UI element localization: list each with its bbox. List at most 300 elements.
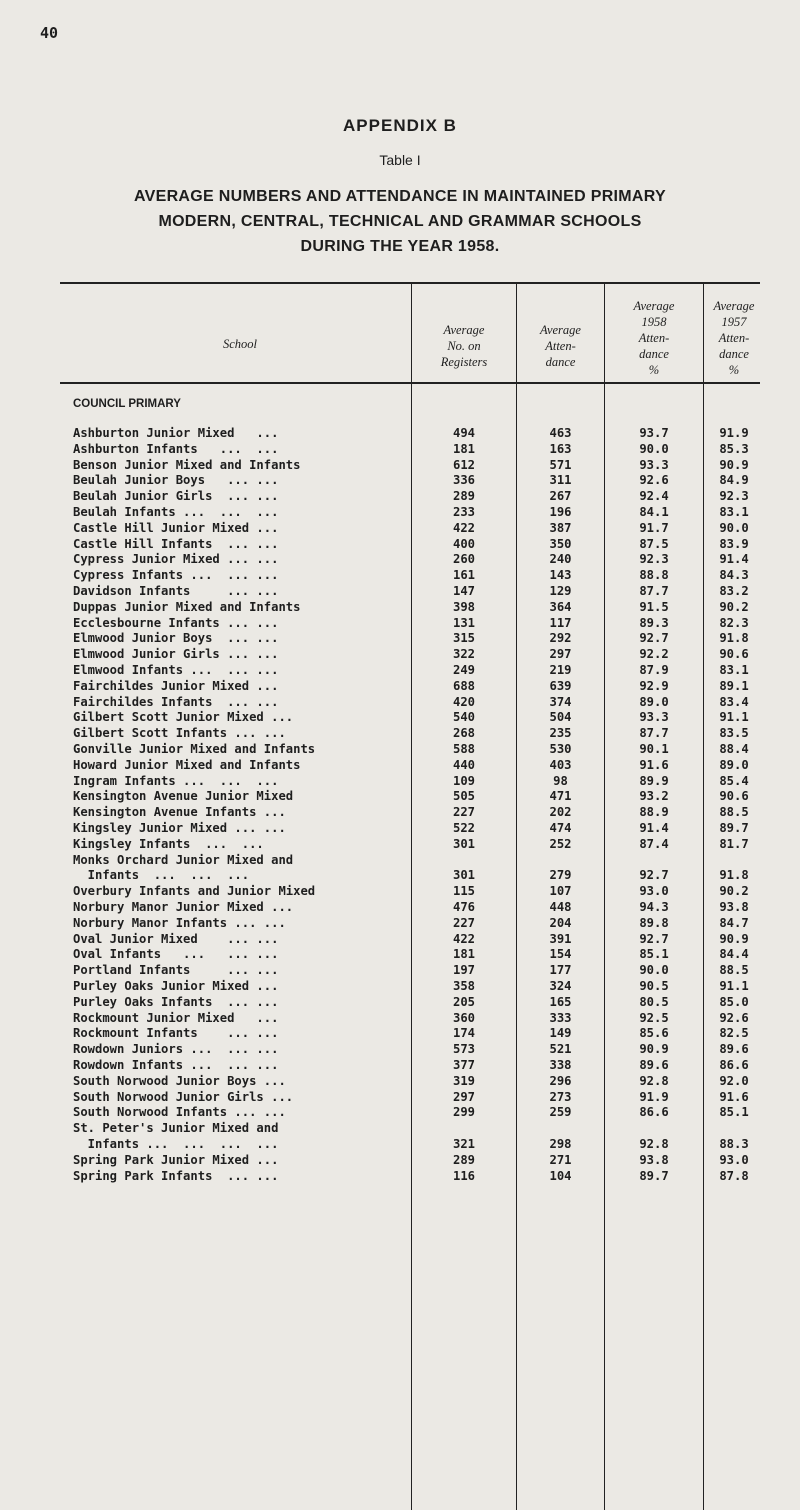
school-name: Overbury Infants and Junior Mixed — [73, 884, 316, 899]
registers-value: 522 — [452, 821, 475, 835]
attendance-1957-value: 91.1 — [719, 979, 749, 993]
attendance-1958-value: 92.2 — [639, 647, 669, 662]
attendance-1957-value: 91.6 — [719, 1089, 749, 1104]
attendance-1958-value: 93.3 — [639, 457, 669, 472]
header-line: dance — [639, 347, 669, 361]
registers-value: 540 — [452, 710, 475, 725]
registers-value: 249 — [452, 663, 475, 677]
registers-value: 588 — [452, 742, 475, 756]
attendance-1957-value: 90.2 — [719, 884, 749, 899]
attendance-1957-value: 90.0 — [719, 520, 749, 535]
attendance-1958-value: 85.1 — [639, 947, 669, 962]
registers-value: 400 — [452, 536, 475, 551]
attendance-1957-value: 84.3 — [719, 568, 749, 583]
table-title — [0, 184, 800, 259]
header-attendance-1958 — [605, 298, 703, 378]
attendance-value: 279 — [549, 868, 572, 883]
registers-value: 174 — [452, 1026, 475, 1041]
table-row — [0, 821, 800, 837]
registers-value: 301 — [452, 836, 475, 851]
attendance-value: 165 — [549, 994, 572, 1009]
registers-value: 268 — [452, 726, 475, 741]
school-name: Spring Park Infants ... ... — [73, 1168, 279, 1183]
attendance-1957-value: 83.9 — [719, 536, 749, 551]
registers-value: 233 — [452, 505, 475, 519]
school-name: Kensington Avenue Junior Mixed — [73, 789, 294, 804]
attendance-1958-value: 84.1 — [639, 505, 669, 519]
table-row — [0, 837, 800, 853]
registers-value: 116 — [452, 1168, 475, 1183]
registers-value: 227 — [452, 805, 475, 820]
registers-value: 181 — [452, 441, 475, 456]
school-name: Norbury Manor Junior Mixed ... — [73, 900, 294, 914]
table-row — [0, 916, 800, 932]
title-line: MODERN, CENTRAL, TECHNICAL AND GRAMMAR SCHOOLS — [158, 213, 642, 230]
school-name: Ingram Infants ... ... ... — [73, 773, 279, 788]
attendance-value: 219 — [549, 663, 572, 677]
school-name: Oval Infants ... ... ... — [73, 947, 279, 962]
attendance-value: 204 — [549, 915, 572, 930]
attendance-1957-value: 91.8 — [719, 868, 749, 883]
school-name: Rowdown Juniors ... ... ... — [73, 1042, 279, 1057]
registers-value: 161 — [452, 568, 475, 583]
school-name: Monks Orchard Junior Mixed and — [73, 852, 294, 867]
school-name: Portland Infants ... ... — [73, 963, 279, 978]
school-name: Oval Junior Mixed ... ... — [73, 931, 279, 946]
table-row — [0, 932, 800, 948]
attendance-value: 296 — [549, 1073, 572, 1088]
table-row — [0, 1026, 800, 1042]
attendance-value: 297 — [549, 647, 572, 662]
attendance-1957-value: 89.6 — [719, 1042, 749, 1057]
attendance-value: 387 — [549, 520, 572, 535]
school-name: Infants ... ... ... ... — [73, 1136, 279, 1151]
attendance-1957-value: 89.0 — [719, 757, 749, 772]
header-registers — [412, 322, 516, 370]
registers-value: 358 — [452, 979, 475, 993]
registers-value: 322 — [452, 647, 475, 662]
header-line: Average — [443, 323, 485, 337]
attendance-1957-value: 91.4 — [719, 552, 749, 567]
table-row — [0, 616, 800, 632]
school-name: Cypress Junior Mixed ... ... — [73, 552, 279, 567]
registers-value: 319 — [452, 1073, 475, 1088]
attendance-value: 235 — [549, 726, 572, 741]
attendance-1957-value: 90.9 — [719, 457, 749, 472]
table-row — [0, 1105, 800, 1121]
registers-value: 505 — [452, 789, 475, 804]
registers-value: 289 — [452, 489, 475, 504]
header-line: 1958 — [641, 315, 667, 329]
attendance-1957-value: 87.8 — [719, 1168, 749, 1183]
attendance-value: 324 — [549, 979, 572, 993]
header-line: Average — [713, 299, 755, 313]
table-row — [0, 473, 800, 489]
school-name: Purley Oaks Junior Mixed ... — [73, 979, 279, 993]
attendance-value: 143 — [549, 568, 572, 583]
attendance-1958-value: 85.6 — [639, 1026, 669, 1041]
attendance-1957-value: 83.1 — [719, 505, 749, 519]
header-line: dance — [719, 347, 749, 361]
table-row — [0, 521, 800, 537]
attendance-value: 403 — [549, 757, 572, 772]
attendance-1957-value: 88.5 — [719, 963, 749, 978]
table-row — [0, 805, 800, 821]
header-school: School — [222, 337, 258, 351]
table-row — [0, 1121, 800, 1153]
registers-value: 321 — [452, 1136, 475, 1151]
section-label: COUNCIL PRIMARY — [73, 398, 181, 410]
attendance-1958-value: 91.6 — [639, 757, 669, 772]
school-name: Kingsley Infants ... ... — [73, 836, 264, 851]
attendance-1957-value: 85.3 — [719, 441, 749, 456]
attendance-1958-value: 93.3 — [639, 710, 669, 725]
registers-value: 360 — [452, 1010, 475, 1025]
attendance-1958-value: 93.2 — [639, 789, 669, 804]
attendance-value: 163 — [549, 441, 572, 456]
attendance-value: 154 — [549, 947, 572, 962]
school-name: Gonville Junior Mixed and Infants — [73, 742, 316, 756]
registers-value: 297 — [452, 1089, 475, 1104]
attendance-1958-value: 86.6 — [639, 1105, 669, 1120]
table-row — [0, 1042, 800, 1058]
header-line: Atten- — [545, 339, 576, 353]
registers-value: 205 — [452, 994, 475, 1009]
header-line: Average — [540, 323, 581, 337]
attendance-1958-value: 91.5 — [639, 599, 669, 614]
registers-value: 147 — [452, 584, 475, 598]
attendance-1958-value: 92.4 — [639, 489, 669, 504]
table-row — [0, 1169, 800, 1185]
table-top-rule — [60, 282, 760, 284]
attendance-1957-value: 81.7 — [719, 836, 749, 851]
registers-value: 573 — [452, 1042, 475, 1057]
header-line: Atten- — [638, 331, 670, 345]
attendance-value: 471 — [549, 789, 572, 804]
registers-value: 109 — [452, 773, 475, 788]
school-name: Benson Junior Mixed and Infants — [73, 457, 301, 472]
registers-value: 315 — [452, 631, 475, 646]
table-row — [0, 663, 800, 679]
attendance-1958-value: 92.8 — [639, 1073, 669, 1088]
table-row — [0, 710, 800, 726]
attendance-1957-value: 85.1 — [719, 1105, 749, 1120]
attendance-value: 298 — [549, 1136, 572, 1151]
attendance-value: 104 — [549, 1168, 572, 1183]
school-name: Rowdown Infants ... ... ... — [73, 1058, 279, 1072]
attendance-1958-value: 92.7 — [639, 868, 669, 883]
attendance-1957-value: 92.3 — [719, 489, 749, 504]
attendance-1957-value: 91.1 — [719, 710, 749, 725]
table-row — [0, 489, 800, 505]
registers-value: 440 — [452, 757, 475, 772]
attendance-1958-value: 87.7 — [639, 726, 669, 741]
attendance-value: 311 — [549, 473, 572, 488]
attendance-1958-value: 90.9 — [639, 1042, 669, 1057]
school-name: Castle Hill Infants ... ... — [73, 536, 279, 551]
table-row — [0, 458, 800, 474]
attendance-1958-value: 92.3 — [639, 552, 669, 567]
attendance-1958-value: 87.4 — [639, 836, 669, 851]
school-name: Norbury Manor Infants ... ... — [73, 915, 286, 930]
attendance-1958-value: 87.9 — [639, 663, 669, 677]
attendance-1958-value: 92.7 — [639, 931, 669, 946]
header-line: Registers — [440, 355, 488, 369]
attendance-1957-value: 83.2 — [719, 584, 749, 598]
title-line: AVERAGE NUMBERS AND ATTENDANCE IN MAINTAINED PRIMARY — [133, 188, 667, 205]
attendance-1958-value: 92.9 — [639, 678, 669, 693]
table-row — [0, 995, 800, 1011]
school-name: South Norwood Junior Girls ... — [73, 1089, 294, 1104]
attendance-1958-value: 90.5 — [639, 979, 669, 993]
attendance-value: 474 — [549, 821, 572, 835]
school-name: Rockmount Junior Mixed ... — [73, 1010, 279, 1025]
attendance-1957-value: 85.4 — [719, 773, 749, 788]
attendance-value: 639 — [549, 678, 572, 693]
attendance-1958-value: 89.7 — [639, 1168, 669, 1183]
attendance-value: 364 — [549, 599, 572, 614]
attendance-1957-value: 88.4 — [719, 742, 749, 756]
attendance-value: 129 — [549, 584, 572, 598]
attendance-value: 350 — [549, 536, 572, 551]
attendance-1958-value: 89.3 — [639, 615, 669, 630]
header-attendance-1957 — [704, 298, 764, 378]
school-name: Cypress Infants ... ... ... — [73, 568, 279, 583]
school-name: Davidson Infants ... ... — [73, 584, 279, 598]
attendance-1957-value: 83.5 — [719, 726, 749, 741]
header-line: % — [728, 363, 740, 377]
attendance-1957-value: 84.9 — [719, 473, 749, 488]
attendance-1957-value: 93.0 — [719, 1152, 749, 1167]
table-row — [0, 1074, 800, 1090]
attendance-1957-value: 82.5 — [719, 1026, 749, 1041]
attendance-1958-value: 87.5 — [639, 536, 669, 551]
attendance-value: 338 — [549, 1058, 572, 1072]
attendance-1957-value: 92.6 — [719, 1010, 749, 1025]
attendance-value: 259 — [549, 1105, 572, 1120]
attendance-value: 98 — [553, 773, 568, 788]
header-line: Atten- — [718, 331, 750, 345]
attendance-value: 448 — [549, 900, 572, 914]
page-number: 40 — [40, 24, 59, 42]
header-line: dance — [545, 355, 576, 369]
attendance-1958-value: 89.9 — [639, 773, 669, 788]
school-name: Beulah Junior Boys ... ... — [73, 473, 279, 488]
registers-value: 476 — [452, 900, 475, 914]
attendance-value: 149 — [549, 1026, 572, 1041]
attendance-1957-value: 92.0 — [719, 1073, 749, 1088]
attendance-1958-value: 92.7 — [639, 631, 669, 646]
header-line: Average — [633, 299, 675, 313]
school-name: South Norwood Infants ... ... — [73, 1105, 286, 1120]
attendance-1958-value: 92.8 — [639, 1136, 669, 1151]
attendance-1957-value: 90.6 — [719, 647, 749, 662]
school-name: Elmwood Infants ... ... ... — [73, 663, 279, 677]
attendance-1957-value: 84.7 — [719, 915, 749, 930]
attendance-value: 391 — [549, 931, 572, 946]
registers-value: 301 — [452, 868, 475, 883]
table-row — [0, 884, 800, 900]
school-name: Fairchildes Junior Mixed ... — [73, 678, 279, 693]
attendance-1958-value: 94.3 — [639, 900, 669, 914]
attendance-1958-value: 93.0 — [639, 884, 669, 899]
registers-value: 688 — [452, 678, 475, 693]
attendance-1957-value: 89.7 — [719, 821, 749, 835]
school-name: Howard Junior Mixed and Infants — [73, 757, 301, 772]
attendance-1958-value: 90.1 — [639, 742, 669, 756]
table-row — [0, 695, 800, 711]
header-attendance — [517, 322, 604, 370]
registers-value: 420 — [452, 694, 475, 709]
attendance-1958-value: 89.6 — [639, 1058, 669, 1072]
attendance-1957-value: 93.8 — [719, 900, 749, 914]
school-name: Beulah Infants ... ... ... — [73, 505, 279, 519]
registers-value: 197 — [452, 963, 475, 978]
attendance-1958-value: 91.4 — [639, 821, 669, 835]
table-row — [0, 584, 800, 600]
attendance-value: 267 — [549, 489, 572, 504]
attendance-1957-value: 88.3 — [719, 1136, 749, 1151]
attendance-1958-value: 88.8 — [639, 568, 669, 583]
table-row — [0, 742, 800, 758]
attendance-1958-value: 87.7 — [639, 584, 669, 598]
table-row — [0, 537, 800, 553]
registers-value: 422 — [452, 931, 475, 946]
header-line: % — [648, 363, 660, 377]
attendance-1958-value: 93.8 — [639, 1152, 669, 1167]
appendix-heading: APPENDIX B — [343, 116, 457, 135]
table-row — [0, 979, 800, 995]
table-row — [0, 679, 800, 695]
table-row — [0, 1153, 800, 1169]
attendance-1958-value: 89.8 — [639, 915, 669, 930]
attendance-value: 271 — [549, 1152, 572, 1167]
attendance-1958-value: 88.9 — [639, 805, 669, 820]
attendance-value: 202 — [549, 805, 572, 820]
school-name: Infants ... ... ... — [73, 868, 250, 883]
attendance-1958-value: 91.7 — [639, 520, 669, 535]
table-row — [0, 947, 800, 963]
attendance-1958-value: 90.0 — [639, 441, 669, 456]
school-name: Purley Oaks Infants ... ... — [73, 994, 279, 1009]
school-name: St. Peter's Junior Mixed and — [73, 1121, 279, 1136]
school-name: Kensington Avenue Infants ... — [73, 805, 286, 820]
registers-value: 494 — [452, 426, 475, 440]
attendance-1958-value: 92.6 — [639, 473, 669, 488]
table-number: Table I — [379, 152, 421, 168]
attendance-value: 374 — [549, 694, 572, 709]
attendance-1957-value: 88.5 — [719, 805, 749, 820]
table-row — [0, 963, 800, 979]
registers-value: 131 — [452, 615, 475, 630]
attendance-1957-value: 90.6 — [719, 789, 749, 804]
registers-value: 260 — [452, 552, 475, 567]
registers-value: 227 — [452, 915, 475, 930]
attendance-1957-value: 91.8 — [719, 631, 749, 646]
attendance-1957-value: 82.3 — [719, 615, 749, 630]
registers-value: 422 — [452, 520, 475, 535]
table-row — [0, 631, 800, 647]
table-row — [0, 426, 800, 442]
registers-value: 377 — [452, 1058, 475, 1072]
table-row — [0, 726, 800, 742]
school-name: Spring Park Junior Mixed ... — [73, 1152, 279, 1167]
table-row — [0, 1090, 800, 1106]
attendance-value: 117 — [549, 615, 572, 630]
attendance-1958-value: 89.0 — [639, 694, 669, 709]
table-row — [0, 600, 800, 616]
header-bottom-rule — [60, 382, 760, 384]
school-name: Ecclesbourne Infants ... ... — [73, 615, 279, 630]
attendance-1958-value: 91.9 — [639, 1089, 669, 1104]
school-name: Elmwood Junior Boys ... ... — [73, 631, 279, 646]
table-row — [0, 442, 800, 458]
attendance-1958-value: 93.7 — [639, 426, 669, 440]
registers-value: 115 — [452, 884, 475, 899]
attendance-1957-value: 90.2 — [719, 599, 749, 614]
school-name: Ashburton Junior Mixed ... — [73, 426, 279, 440]
registers-value: 299 — [452, 1105, 475, 1120]
attendance-1957-value: 85.0 — [719, 994, 749, 1009]
school-name: Gilbert Scott Infants ... ... — [73, 726, 286, 741]
attendance-value: 273 — [549, 1089, 572, 1104]
attendance-1957-value: 83.4 — [719, 694, 749, 709]
title-line: DURING THE YEAR 1958. — [300, 238, 500, 255]
registers-value: 289 — [452, 1152, 475, 1167]
attendance-1958-value: 90.0 — [639, 963, 669, 978]
attendance-1958-value: 92.5 — [639, 1010, 669, 1025]
attendance-value: 333 — [549, 1010, 572, 1025]
school-name: Ashburton Infants ... ... — [73, 441, 279, 456]
attendance-1957-value: 90.9 — [719, 931, 749, 946]
school-name: Gilbert Scott Junior Mixed ... — [73, 710, 294, 725]
table-row — [0, 647, 800, 663]
attendance-value: 463 — [549, 426, 572, 440]
attendance-value: 571 — [549, 457, 572, 472]
school-name: Fairchildes Infants ... ... — [73, 694, 279, 709]
table-row — [0, 789, 800, 805]
school-name: Castle Hill Junior Mixed ... — [73, 520, 279, 535]
attendance-value: 196 — [549, 505, 572, 519]
attendance-1957-value: 89.1 — [719, 678, 749, 693]
attendance-value: 292 — [549, 631, 572, 646]
header-line: 1957 — [721, 315, 747, 329]
registers-value: 181 — [452, 947, 475, 962]
attendance-value: 252 — [549, 836, 572, 851]
table-row — [0, 900, 800, 916]
registers-value: 398 — [452, 599, 475, 614]
school-name: Rockmount Infants ... ... — [73, 1026, 279, 1041]
attendance-value: 177 — [549, 963, 572, 978]
school-name: South Norwood Junior Boys ... — [73, 1073, 286, 1088]
table-row — [0, 1058, 800, 1074]
attendance-value: 240 — [549, 552, 572, 567]
table-row — [0, 552, 800, 568]
attendance-value: 521 — [549, 1042, 572, 1057]
school-name: Duppas Junior Mixed and Infants — [73, 599, 301, 614]
registers-value: 612 — [452, 457, 475, 472]
header-line: No. on — [447, 339, 481, 353]
attendance-1957-value: 86.6 — [719, 1058, 749, 1072]
table-row — [0, 853, 800, 885]
attendance-value: 504 — [549, 710, 572, 725]
table-row — [0, 568, 800, 584]
attendance-1957-value: 91.9 — [719, 426, 749, 440]
school-name: Kingsley Junior Mixed ... ... — [73, 821, 286, 835]
attendance-1957-value: 84.4 — [719, 947, 749, 962]
school-name: Elmwood Junior Girls ... ... — [73, 647, 279, 662]
table-row — [0, 774, 800, 790]
